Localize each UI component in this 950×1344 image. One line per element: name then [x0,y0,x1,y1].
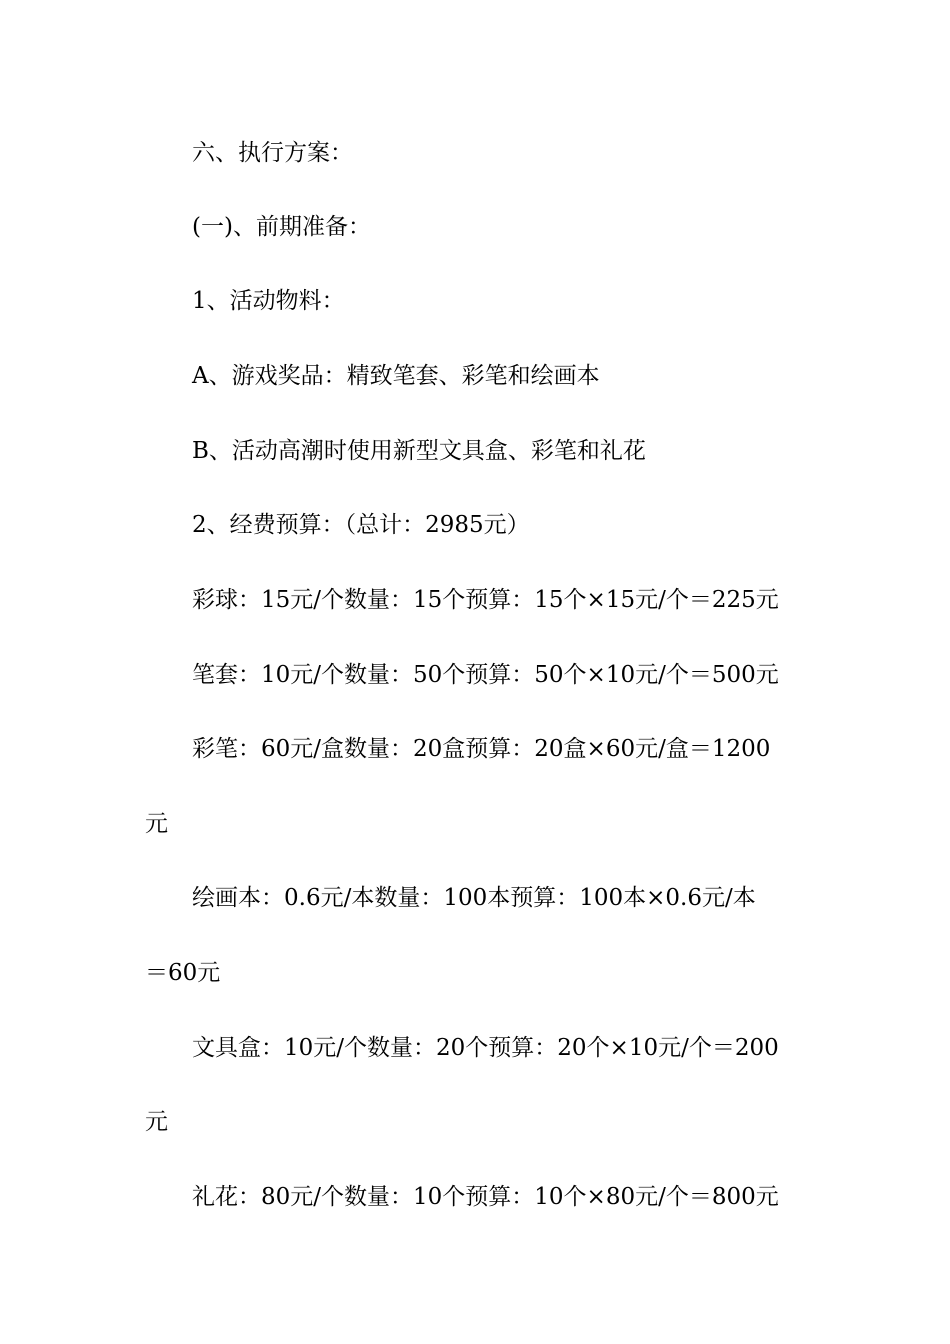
budget-line-pencil-cases: 文具盒：10元/个数量：20个预算：20个×10元/个＝200 [192,1035,779,1061]
item-heading-activity-materials: 1、活动物料： [192,288,345,314]
section-heading-execution-plan: 六、执行方案： [192,140,353,166]
budget-line-pen-caps: 笔套：10元/个数量：50个预算：50个×10元/个＝500元 [192,662,779,688]
paragraph-game-prizes: A、游戏奖品：精致笔套、彩笔和绘画本 [192,363,600,389]
budget-line-balloons: 彩球：15元/个数量：15个预算：15个×15元/个＝225元 [192,587,779,613]
budget-line-confetti: 礼花：80元/个数量：10个预算：10个×80元/个＝800元 [192,1184,779,1210]
budget-line-colored-pens: 彩笔：60元/盒数量：20盒预算：20盒×60元/盒＝1200 [192,736,771,762]
budget-line-drawing-books: 绘画本：0.6元/本数量：100本预算：100本×0.6元/本 [192,885,756,911]
item-heading-budget: 2、经费预算：（总计：2985元） [192,512,530,538]
paragraph-climax-items: B、活动高潮时使用新型文具盒、彩笔和礼花 [192,438,646,464]
budget-line-drawing-books-continued: ＝60元 [145,960,221,986]
budget-line-pencil-cases-continued: 元 [145,1109,168,1135]
subsection-heading-preparation: (一)、前期准备： [192,214,371,240]
budget-line-colored-pens-continued: 元 [145,811,168,837]
